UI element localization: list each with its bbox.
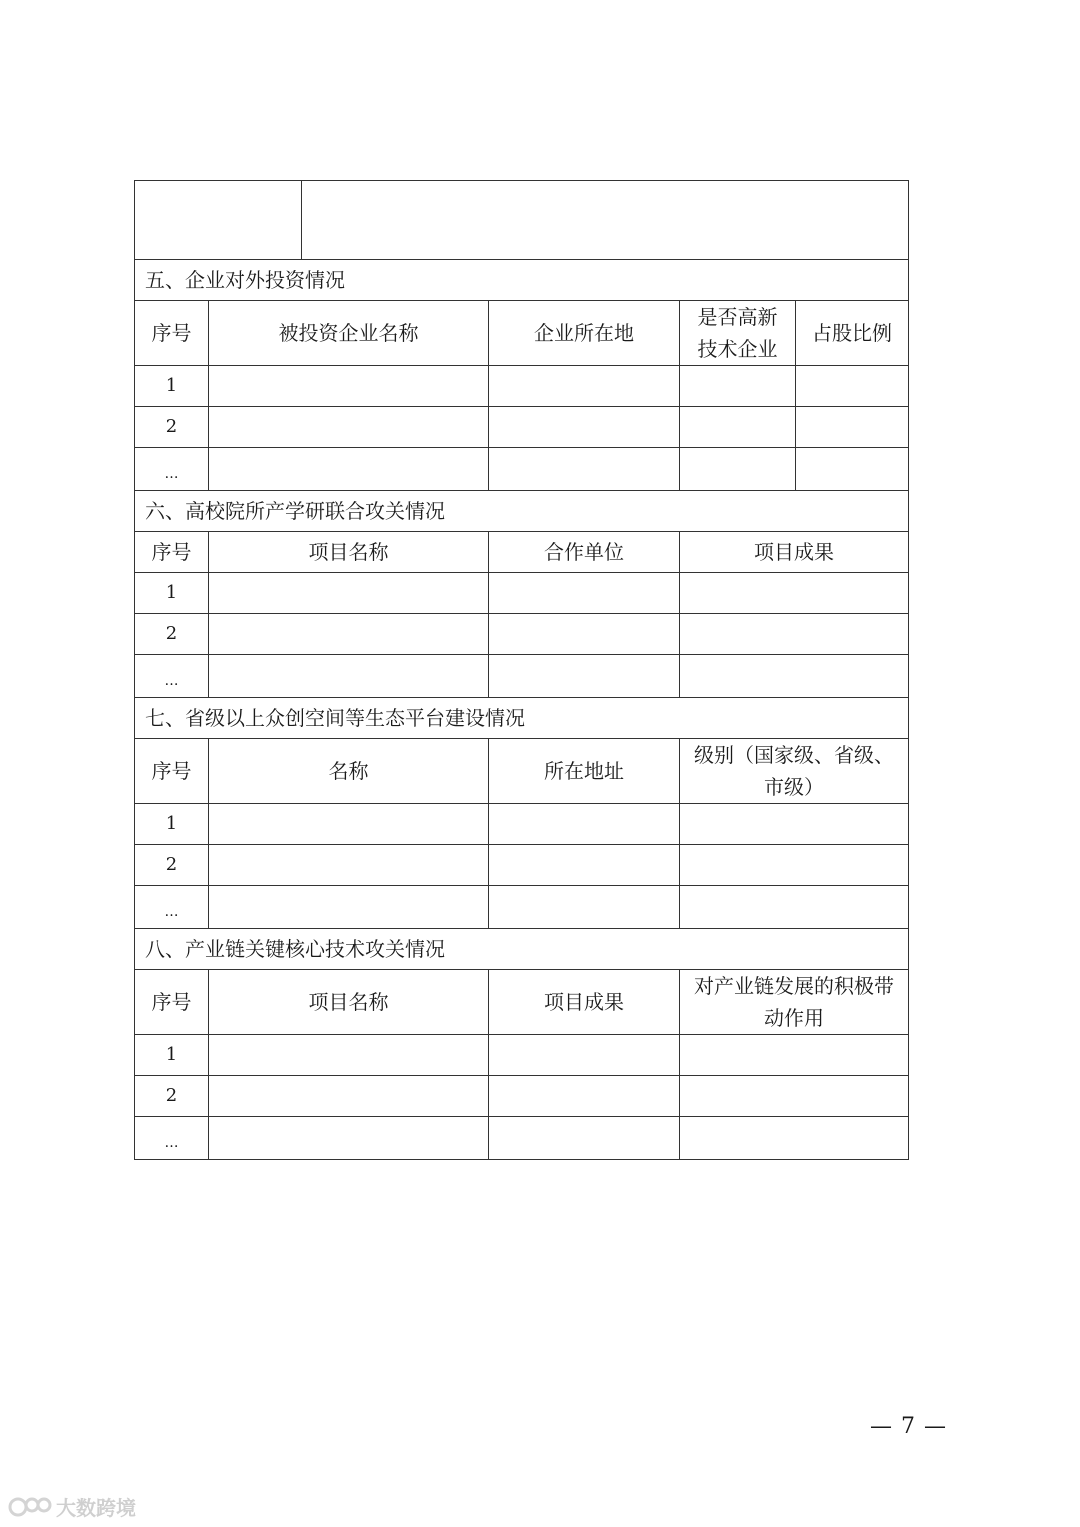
input-cell[interactable] (796, 448, 909, 491)
column-header-high-tech (680, 301, 796, 366)
input-cell[interactable] (209, 804, 489, 845)
row-index-ellipsis: … (135, 1117, 209, 1160)
column-header-share-ratio: 占股比例 (796, 301, 909, 366)
column-header-index: 序号 (135, 739, 209, 804)
table-row (135, 804, 909, 845)
input-cell[interactable] (680, 886, 909, 929)
column-header-index: 序号 (135, 970, 209, 1035)
input-cell[interactable] (680, 1035, 909, 1076)
column-header-level-label: 级别（国家级、省级、市级） (694, 743, 894, 799)
table-row (135, 655, 909, 698)
column-header-project-results: 项目成果 (680, 532, 909, 573)
table-header-row (135, 532, 909, 573)
input-cell[interactable] (489, 804, 680, 845)
brand-logo-icon (8, 1495, 52, 1519)
input-cell[interactable] (489, 655, 680, 698)
input-cell[interactable] (209, 448, 489, 491)
section-header-row (135, 698, 909, 739)
row-index-ellipsis: … (135, 886, 209, 929)
column-header-address: 所在地址 (489, 739, 680, 804)
column-header-high-tech-label: 是否高新技术企业 (697, 305, 778, 361)
input-cell[interactable] (680, 614, 909, 655)
section-header-row (135, 929, 909, 970)
table-row (135, 1117, 909, 1160)
row-index: 1 (135, 804, 209, 845)
input-cell[interactable] (680, 845, 909, 886)
row-index: 2 (135, 845, 209, 886)
row-index: 2 (135, 407, 209, 448)
input-cell[interactable] (796, 407, 909, 448)
input-cell[interactable] (680, 366, 796, 407)
column-header-partner: 合作单位 (489, 532, 680, 573)
input-cell[interactable] (680, 573, 909, 614)
input-cell[interactable] (209, 614, 489, 655)
table-header-row (135, 739, 909, 804)
input-cell[interactable] (489, 1076, 680, 1117)
section-title-investment: 五、企业对外投资情况 (135, 260, 909, 301)
row-index: 1 (135, 366, 209, 407)
input-cell[interactable] (680, 407, 796, 448)
column-header-name: 名称 (209, 739, 489, 804)
column-header-project-name: 项目名称 (209, 532, 489, 573)
input-cell[interactable] (209, 573, 489, 614)
input-cell[interactable] (209, 845, 489, 886)
input-cell[interactable] (209, 886, 489, 929)
enterprise-form-table (134, 180, 909, 1160)
input-cell[interactable] (680, 804, 909, 845)
section-title-research-collaboration: 六、高校院所产学研联合攻关情况 (135, 491, 909, 532)
section-title-key-technology: 八、产业链关键核心技术攻关情况 (135, 929, 909, 970)
continuation-row (135, 181, 909, 260)
column-header-invested-company: 被投资企业名称 (209, 301, 489, 366)
input-cell[interactable] (489, 573, 680, 614)
input-cell[interactable] (489, 1117, 680, 1160)
continuation-content-cell (302, 181, 909, 260)
table-row (135, 886, 909, 929)
section-title-platform-construction: 七、省级以上众创空间等生态平台建设情况 (135, 698, 909, 739)
row-index-ellipsis: … (135, 448, 209, 491)
column-header-index: 序号 (135, 301, 209, 366)
table-row (135, 407, 909, 448)
row-index-ellipsis: … (135, 655, 209, 698)
table-header-row (135, 301, 909, 366)
input-cell[interactable] (209, 655, 489, 698)
row-index: 2 (135, 614, 209, 655)
input-cell[interactable] (209, 366, 489, 407)
table-row (135, 845, 909, 886)
input-cell[interactable] (680, 655, 909, 698)
continuation-label-cell (135, 181, 302, 260)
input-cell[interactable] (209, 1117, 489, 1160)
watermark-text: 大数跨境 (56, 1496, 136, 1520)
table-row (135, 1035, 909, 1076)
table-row (135, 614, 909, 655)
section-header-row (135, 260, 909, 301)
input-cell[interactable] (489, 1035, 680, 1076)
table-header-row (135, 970, 909, 1035)
column-header-index: 序号 (135, 532, 209, 573)
input-cell[interactable] (796, 366, 909, 407)
table-row (135, 448, 909, 491)
input-cell[interactable] (680, 1117, 909, 1160)
input-cell[interactable] (209, 407, 489, 448)
input-cell[interactable] (489, 845, 680, 886)
column-header-level (680, 739, 909, 804)
input-cell[interactable] (489, 448, 680, 491)
column-header-project-results: 项目成果 (489, 970, 680, 1035)
row-index: 1 (135, 573, 209, 614)
table-row (135, 366, 909, 407)
input-cell[interactable] (680, 448, 796, 491)
input-cell[interactable] (489, 366, 680, 407)
column-header-project-name: 项目名称 (209, 970, 489, 1035)
row-index: 1 (135, 1035, 209, 1076)
table-row (135, 1076, 909, 1117)
input-cell[interactable] (489, 614, 680, 655)
input-cell[interactable] (209, 1035, 489, 1076)
column-header-driving-role-label: 对产业链发展的积极带动作用 (694, 974, 894, 1030)
column-header-driving-role (680, 970, 909, 1035)
row-index: 2 (135, 1076, 209, 1117)
input-cell[interactable] (680, 1076, 909, 1117)
column-header-company-location: 企业所在地 (489, 301, 680, 366)
section-header-row (135, 491, 909, 532)
page-number: — 7 — (870, 1414, 947, 1439)
watermark (8, 1492, 136, 1521)
input-cell[interactable] (489, 407, 680, 448)
table-row (135, 573, 909, 614)
input-cell[interactable] (489, 886, 680, 929)
input-cell[interactable] (209, 1076, 489, 1117)
